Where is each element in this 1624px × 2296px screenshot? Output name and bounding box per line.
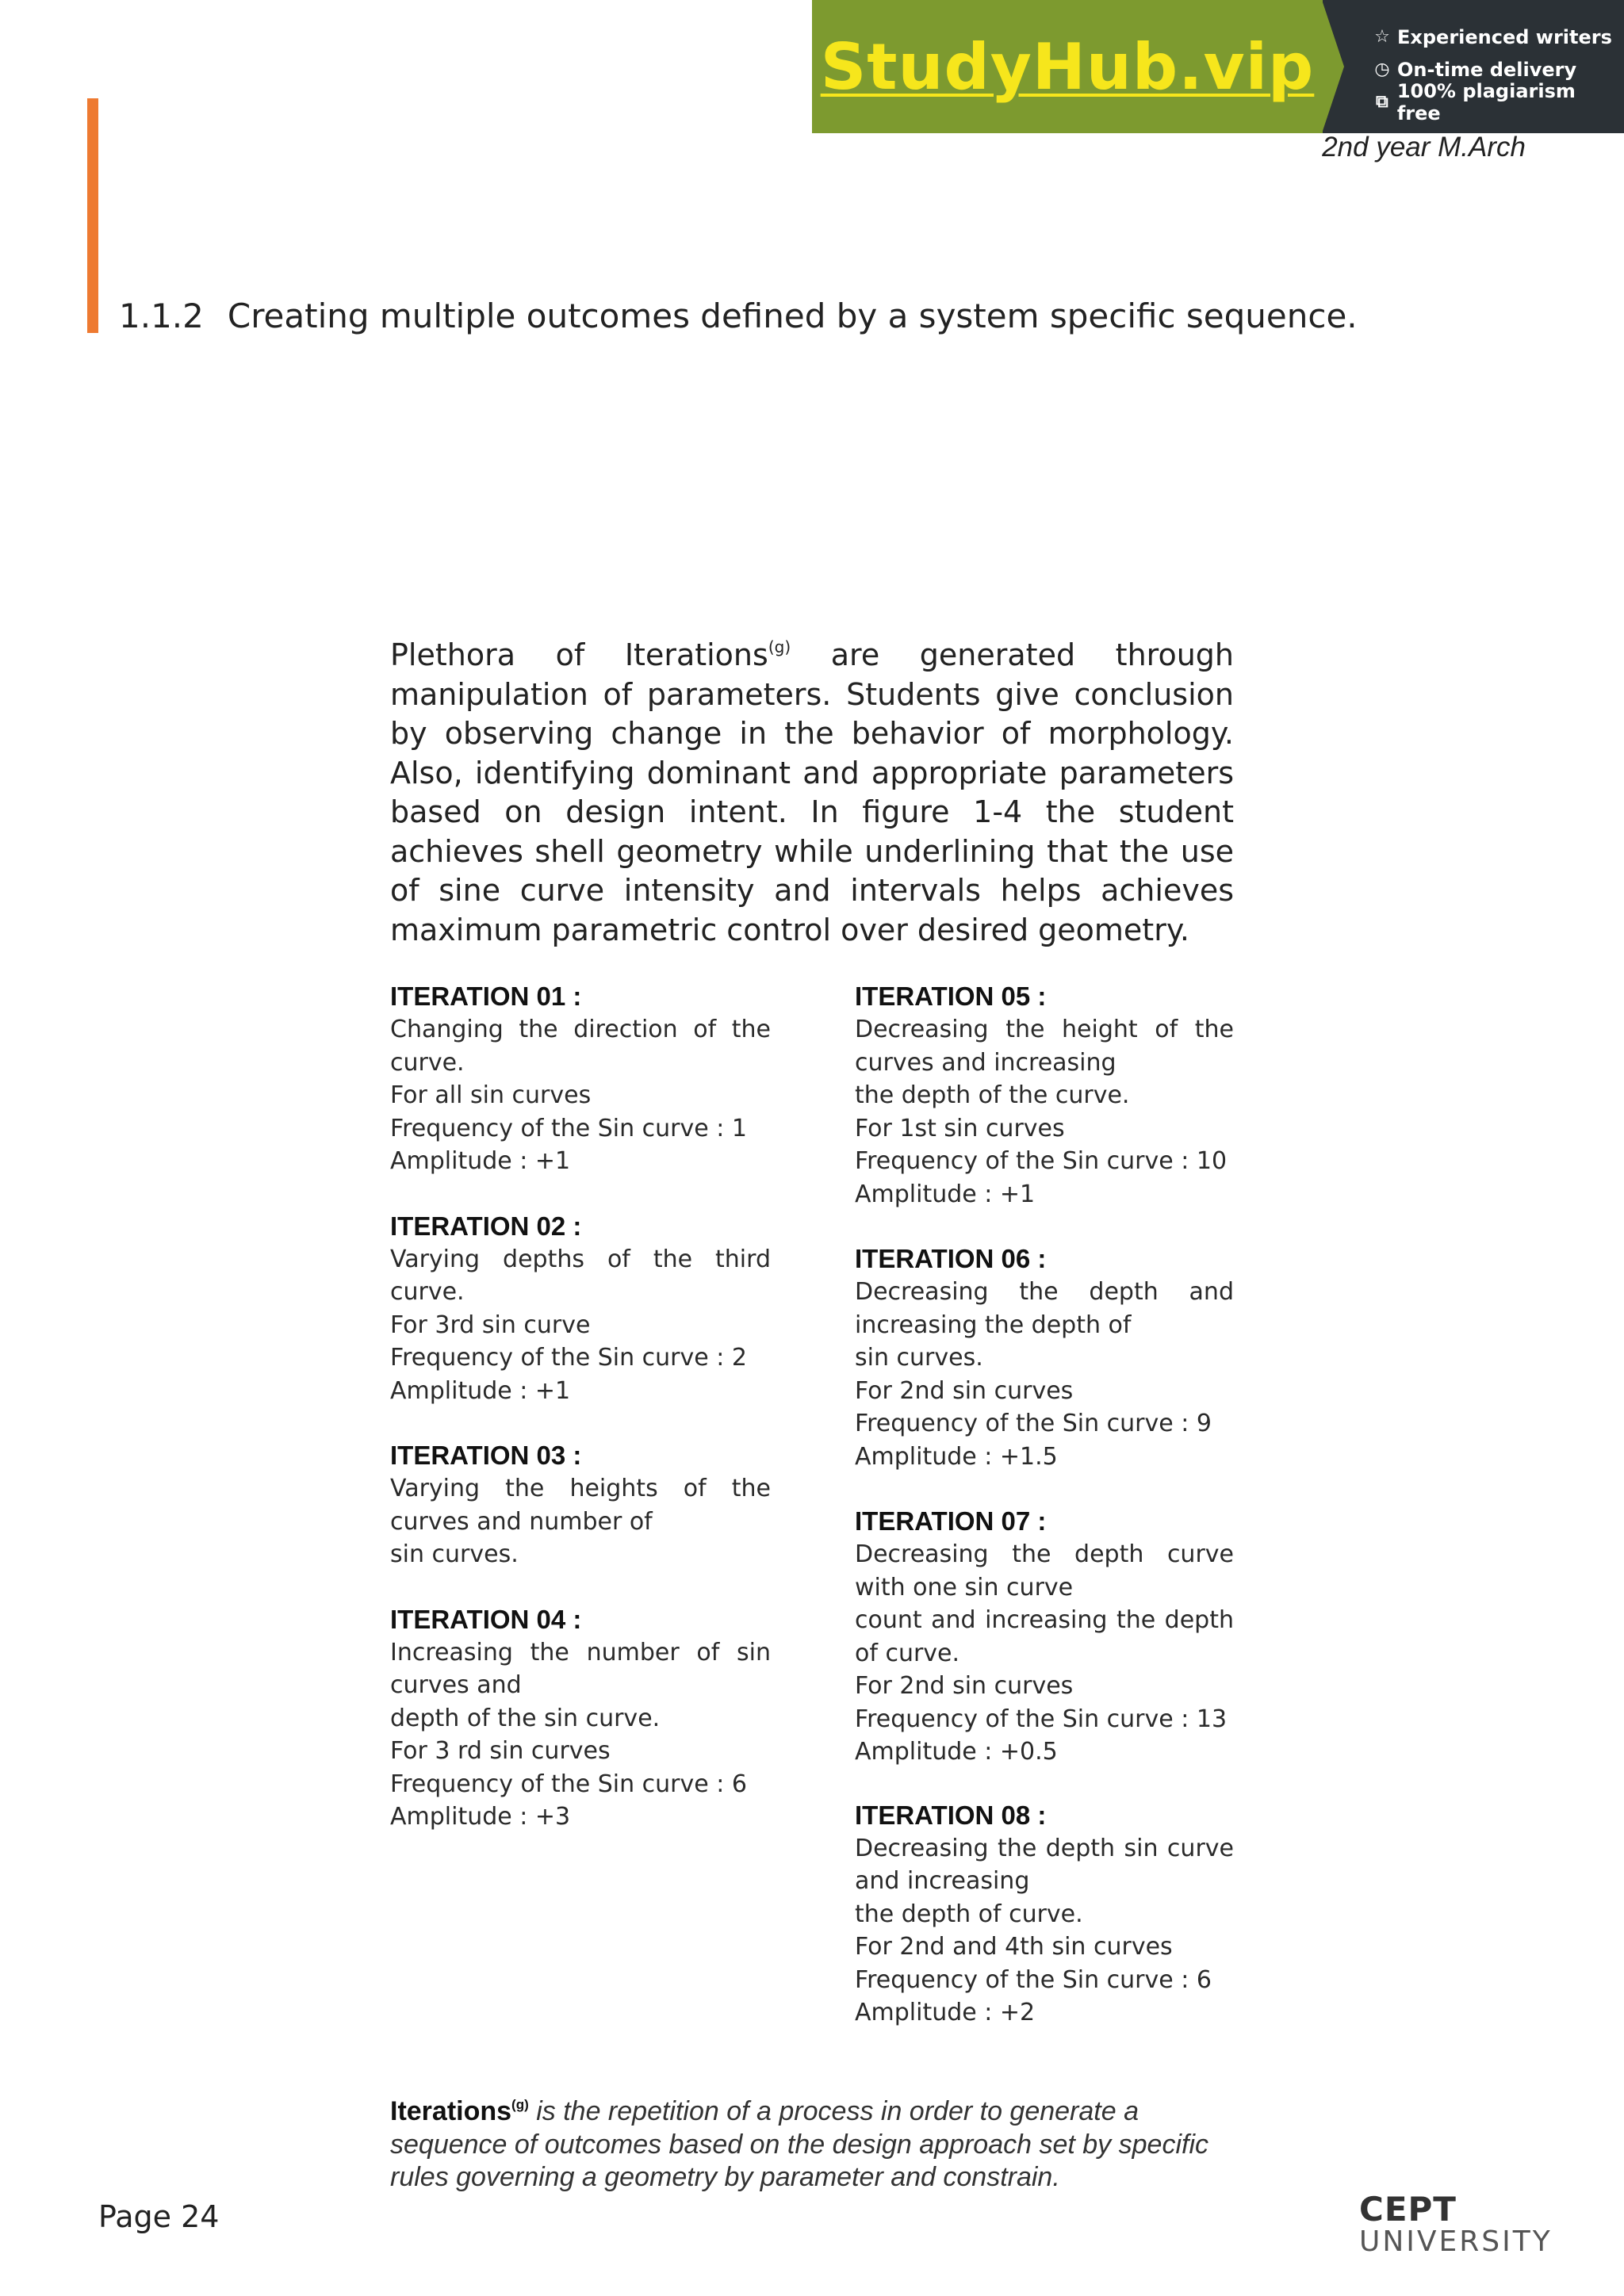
iteration-title: ITERATION 08 :	[855, 1800, 1047, 1830]
intro-body: are generated through manipulation of parameters. Students give conclusion by observing change in the behavior of morphology. Also, identifying dominant and appropriate parameters based on design intent. In figure 1-4 the student achieves shell geometry while underlining that the use of sine curve intensity and intervals helps achieves maximum parametric control over desired geometry.	[390, 637, 1234, 947]
iteration-line: Amplitude : +1	[855, 1180, 1036, 1208]
star-icon: ☆	[1374, 27, 1390, 47]
iteration-04	[390, 1603, 771, 1834]
iteration-line: sin curves.	[390, 1540, 519, 1568]
intro-lead: Plethora of Iterations	[390, 637, 768, 672]
course-subtitle: 2nd year M.Arch	[1322, 132, 1526, 163]
iteration-01	[390, 980, 771, 1178]
iteration-line: curve.	[390, 1278, 465, 1306]
copy-icon: ⧉	[1376, 92, 1388, 112]
iteration-line: Decreasing the depth sin curve	[855, 1834, 1234, 1862]
iteration-title: ITERATION 07 :	[855, 1506, 1047, 1536]
clock-icon: ◷	[1374, 59, 1390, 79]
iteration-title: ITERATION 06 :	[855, 1244, 1047, 1273]
iteration-line: Amplitude : +3	[390, 1803, 571, 1831]
accent-bar	[87, 98, 98, 333]
iteration-line: Frequency of the Sin curve : 1	[390, 1114, 747, 1142]
iteration-line: increasing the depth of	[855, 1311, 1132, 1339]
iteration-line: Amplitude : +1	[390, 1376, 571, 1405]
iteration-03	[390, 1439, 771, 1571]
logo-bottom-text: UNIVERSITY	[1359, 2225, 1553, 2258]
iteration-line: Amplitude : +2	[855, 1999, 1036, 2026]
iteration-line: Amplitude : +1.5	[855, 1442, 1058, 1471]
iteration-line: the depth of curve.	[855, 1900, 1083, 1928]
iteration-title: ITERATION 02 :	[390, 1211, 582, 1241]
iteration-title: ITERATION 01 :	[390, 982, 582, 1011]
iteration-line: the depth of the curve.	[855, 1081, 1130, 1109]
iteration-title: ITERATION 04 :	[390, 1604, 582, 1634]
iteration-line: For all sin curves	[390, 1081, 592, 1109]
section-number: 1.1.2	[119, 297, 204, 335]
iteration-line: Decreasing the depth and	[855, 1278, 1234, 1306]
glossary-definition	[390, 2088, 1234, 2195]
iteration-line: and increasing	[855, 1867, 1030, 1895]
iteration-line: For 1st sin curves	[855, 1114, 1065, 1142]
iteration-line: curve.	[390, 1048, 465, 1077]
section-title: Creating multiple outcomes defined by a system specific sequence.	[227, 297, 1358, 335]
cept-university-logo	[1359, 2190, 1553, 2258]
iteration-line: Decreasing the height of the	[855, 1016, 1234, 1043]
page-number: Page 24	[98, 2199, 220, 2234]
studyhub-logo[interactable]: StudyHub.vip	[820, 29, 1315, 104]
iteration-title: ITERATION 05 :	[855, 982, 1047, 1011]
iterations-right-column	[855, 980, 1234, 2061]
iteration-line: Frequency of the Sin curve : 2	[390, 1344, 747, 1372]
iteration-line: curves and increasing	[855, 1048, 1116, 1077]
section-heading	[119, 297, 1358, 335]
iteration-line: For 3 rd sin curves	[390, 1737, 611, 1765]
banner-point-plagiarism	[1372, 79, 1624, 124]
iteration-line: Decreasing the depth curve	[855, 1540, 1234, 1568]
iteration-line: Frequency of the Sin curve : 10	[855, 1147, 1228, 1175]
iteration-line: sin curves.	[855, 1344, 983, 1372]
promo-banner[interactable]	[812, 0, 1624, 133]
iteration-line: For 2nd sin curves	[855, 1672, 1074, 1700]
glossary-marker: (g)	[768, 637, 791, 656]
iteration-05	[855, 980, 1234, 1211]
iteration-line: with one sin curve	[855, 1573, 1074, 1601]
iteration-line: For 2nd and 4th sin curves	[855, 1933, 1173, 1961]
definition-term	[390, 2096, 529, 2126]
iteration-line: Frequency of the Sin curve : 9	[855, 1410, 1212, 1437]
iteration-line: of curve.	[855, 1639, 960, 1667]
glossary-marker: (g)	[511, 2097, 529, 2112]
banner-point-label: 100% plagiarism free	[1396, 79, 1576, 124]
iteration-line: Varying the heights of the	[390, 1475, 771, 1502]
iteration-line: depth of the sin curve.	[390, 1704, 661, 1732]
iteration-line: Changing the direction of the	[390, 1016, 771, 1043]
banner-point-experienced	[1372, 21, 1624, 53]
iteration-line: Increasing the number of sin	[390, 1638, 771, 1667]
iteration-line: curves and number of	[390, 1507, 653, 1536]
iteration-06	[855, 1242, 1234, 1473]
banner-logo-panel	[812, 0, 1323, 133]
iteration-line: Varying depths of the third	[390, 1245, 771, 1273]
iteration-08	[855, 1799, 1234, 2030]
iteration-line: curves and	[390, 1671, 522, 1699]
intro-paragraph	[390, 628, 1234, 950]
iteration-line: Frequency of the Sin curve : 6	[855, 1965, 1212, 1994]
iteration-07	[855, 1505, 1234, 1769]
logo-top-text: CEPT	[1359, 2190, 1457, 2229]
iteration-title: ITERATION 03 :	[390, 1441, 582, 1470]
iteration-line: Amplitude : +0.5	[855, 1738, 1058, 1766]
iteration-line: For 3rd sin curve	[390, 1311, 591, 1339]
banner-point-label: On-time delivery	[1397, 58, 1577, 81]
iterations-left-column	[390, 980, 771, 1866]
banner-point-label: Experienced writers	[1397, 25, 1612, 48]
iteration-line: Frequency of the Sin curve : 13	[855, 1705, 1228, 1733]
iteration-line: Amplitude : +1	[390, 1147, 571, 1175]
iteration-line: Frequency of the Sin curve : 6	[390, 1770, 747, 1798]
iteration-line: count and increasing the depth	[855, 1606, 1234, 1634]
banner-features-panel	[1323, 0, 1624, 133]
iteration-02	[390, 1210, 771, 1408]
definition-term-text: Iterations	[390, 2096, 512, 2126]
definition-text: is the repetition of a process in order to generate a sequence of outcomes based on the design approach set by specific rules governing a geometry by parameter and constrain.	[390, 2096, 1209, 2192]
iteration-line: For 2nd sin curves	[855, 1376, 1074, 1405]
